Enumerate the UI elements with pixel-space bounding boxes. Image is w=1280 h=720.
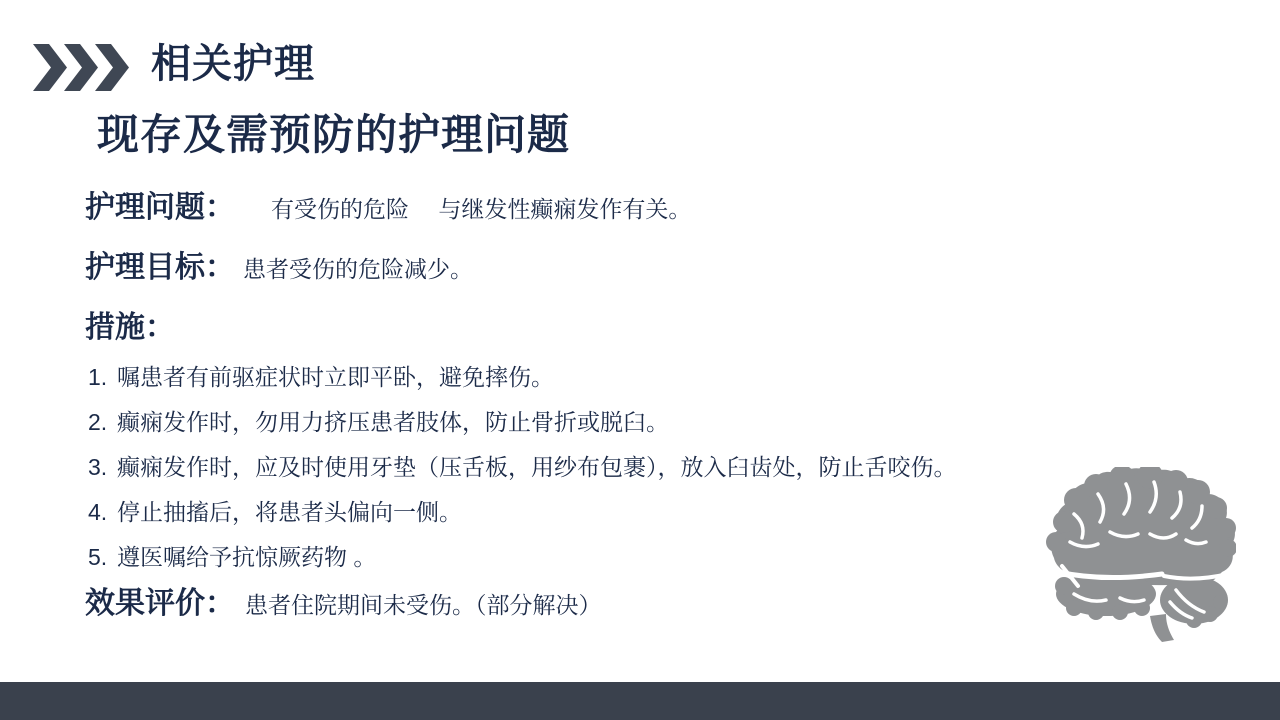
- page-title: 相关护理: [151, 42, 315, 86]
- measure-item: [88, 362, 957, 392]
- measures-label: 措施：: [85, 311, 175, 344]
- measure-number: 2.: [88, 409, 108, 435]
- footer-bar: [0, 682, 1280, 720]
- nursing-problem-text: 有受伤的危险 与继发性癫痫发作有关。: [271, 196, 692, 222]
- measures-list: [88, 362, 957, 587]
- nursing-problem-line: [85, 189, 691, 227]
- measure-text: 癫痫发作时，勿用力挤压患者肢体，防止骨折或脱臼。: [117, 409, 669, 435]
- measure-number: 5.: [88, 544, 108, 570]
- nursing-goal-line: [85, 249, 473, 287]
- measure-text: 遵医嘱给予抗惊厥药物 。: [117, 544, 377, 570]
- evaluation-text: 患者住院期间未受伤。（部分解决）: [245, 592, 602, 618]
- measures-heading-line: [85, 309, 175, 347]
- measure-number: 4.: [88, 499, 108, 525]
- measure-text: 停止抽搐后，将患者头偏向一侧。: [117, 499, 462, 525]
- triple-chevron-icon: [33, 44, 129, 91]
- measure-item: [88, 542, 957, 572]
- measure-item: [88, 407, 957, 437]
- measure-number: 3.: [88, 454, 108, 480]
- nursing-goal-label: 护理目标：: [85, 251, 235, 284]
- measure-number: 1.: [88, 364, 108, 390]
- nursing-problem-label: 护理问题：: [85, 191, 235, 224]
- measure-item: [88, 452, 957, 482]
- brain-icon: [1044, 467, 1236, 645]
- evaluation-line: [85, 585, 602, 623]
- measure-text: 嘱患者有前驱症状时立即平卧，避免摔伤。: [117, 364, 554, 390]
- measure-text: 癫痫发作时，应及时使用牙垫（压舌板，用纱布包裹），放入臼齿处，防止舌咬伤。: [117, 454, 957, 480]
- slide-subtitle: 现存及需预防的护理问题: [97, 111, 571, 158]
- evaluation-label: 效果评价：: [85, 587, 235, 620]
- nursing-goal-text: 患者受伤的危险减少。: [243, 256, 473, 282]
- measure-item: [88, 497, 957, 527]
